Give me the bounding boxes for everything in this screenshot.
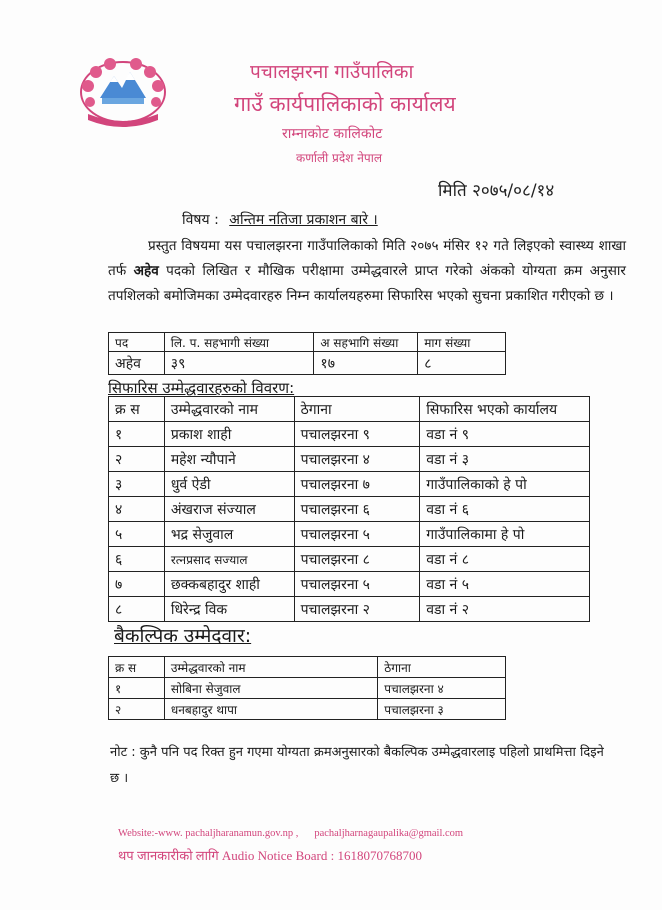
table-header-cell: क्र स <box>109 397 165 422</box>
table-cell: प्रकाश शाही <box>164 422 294 447</box>
table-row <box>109 547 590 572</box>
table-cell: वडा नं ५ <box>420 572 590 597</box>
table-header-row <box>109 657 506 678</box>
table-row <box>109 597 590 622</box>
table-header-cell: उम्मेद्धवारको नाम <box>164 397 294 422</box>
table-header-cell: ठेगाना <box>294 397 420 422</box>
table-row <box>109 472 590 497</box>
table-cell: पचालझरना ९ <box>294 422 420 447</box>
table-header-cell: माग संख्या <box>418 333 506 352</box>
footer-notice: थप जानकारीको लागि Audio Notice Board : 1618070768700 <box>118 848 422 863</box>
table-cell: पचालझरना ५ <box>294 572 420 597</box>
table-cell: गाउँपालिकाको हे पो <box>420 472 590 497</box>
table-cell: १७ <box>314 352 418 375</box>
table-cell: वडा नं ८ <box>420 547 590 572</box>
table-header-cell: सिफारिस भएको कार्यालय <box>420 397 590 422</box>
table-cell: वडा नं ३ <box>420 447 590 472</box>
table-cell: पचालझरना ६ <box>294 497 420 522</box>
subject-text: अन्तिम नतिजा प्रकाशन बारे । <box>229 212 378 228</box>
table-cell: ८ <box>109 597 165 622</box>
table-cell: रत्नप्रसाद सज्याल <box>164 547 294 572</box>
table-cell: महेश न्यौपाने <box>164 447 294 472</box>
table-cell: धुर्व ऐडी <box>164 472 294 497</box>
table-header-cell: अ सहभागि संख्या <box>314 333 418 352</box>
table-cell: ५ <box>109 522 165 547</box>
table-row <box>109 447 590 472</box>
table-cell: पचालझरना ७ <box>294 472 420 497</box>
table-cell: ३ <box>109 472 165 497</box>
table-cell: ८ <box>418 352 506 375</box>
table-header-row <box>109 333 506 352</box>
table-cell: भद्र सेजुवाल <box>164 522 294 547</box>
table-cell: छक्कबहादुर शाही <box>164 572 294 597</box>
table-cell: वडा नं ९ <box>420 422 590 447</box>
table-row <box>109 678 506 699</box>
table-row <box>109 497 590 522</box>
municipality-name: पचालझरना गाउँपालिका <box>250 61 414 83</box>
table-cell: २ <box>109 699 165 720</box>
footer-website: Website:-www. pachaljharanamun.gov.np , <box>118 828 299 839</box>
table-cell: पचालझरना ८ <box>294 547 420 572</box>
table-header-cell: लि. प. सहभागी संख्या <box>164 333 314 352</box>
table-cell: अंखराज संज्याल <box>164 497 294 522</box>
paragraph-before: प्रस्तुत विषयमा यस पचालझरना गाउँपालिकाको मिति २०७५ मंसिर १२ गते लिइएको स्वास्थ्य शाखा तर्फ <box>108 238 626 279</box>
table-row <box>109 352 506 375</box>
table-cell: पचालझरना ४ <box>378 678 506 699</box>
table-header-cell: ठेगाना <box>378 657 506 678</box>
table-cell: १ <box>109 422 165 447</box>
subject-label: विषय : <box>182 212 219 228</box>
table-cell: ३९ <box>164 352 314 375</box>
table-cell: सोबिना सेजुवाल <box>164 678 377 699</box>
table-cell: वडा नं ६ <box>420 497 590 522</box>
recommended-table <box>108 396 590 622</box>
table-row <box>109 699 506 720</box>
summary-table <box>108 332 506 375</box>
note-text: नोट : कुनै पनि पद रिक्त हुन गएमा योग्यता क्रमअनुसारको बैकल्पिक उम्मेद्धवारलाइ पहिलो प्राथमित्ता दिइने छ । <box>110 745 604 786</box>
table-header-cell: उम्मेद्धवारको नाम <box>164 657 377 678</box>
table-row <box>109 572 590 597</box>
alternate-table <box>108 656 506 720</box>
table-cell: २ <box>109 447 165 472</box>
address-line-1: राम्नाकोट कालिकोट <box>282 126 383 142</box>
table-row <box>109 422 590 447</box>
footer-contact <box>118 828 463 839</box>
table-row <box>109 522 590 547</box>
table-header-cell: पद <box>109 333 165 352</box>
footer-email: pachaljharnagaupalika@gmail.com <box>314 828 464 839</box>
table-header-row <box>109 397 590 422</box>
letter-date: मिति २०७५/०८/१४ <box>438 181 555 201</box>
table-cell: पचालझरना ४ <box>294 447 420 472</box>
alternate-section-title: बैकल्पिक उम्मेदवार: <box>114 625 252 647</box>
table-cell: पचालझरना ३ <box>378 699 506 720</box>
table-cell: पचालझरना २ <box>294 597 420 622</box>
table-cell: पचालझरना ५ <box>294 522 420 547</box>
table-cell: धिरेन्द्र विक <box>164 597 294 622</box>
subject-line <box>182 210 378 229</box>
table-header-cell: क्र स <box>109 657 165 678</box>
paragraph-after: पदको लिखित र मौखिक परीक्षामा उम्मेद्धवारले प्राप्त गरेको अंकको योग्यता क्रम अनुसार तपशिलको बमोजिमका उम्मेदवारहरु निम्न कार्यालयहरुमा सिफारिस भएको सुचना प्रकाशित गरीएको छ । <box>108 263 626 304</box>
office-name: गाउँ कार्यपालिकाको कार्यालय <box>234 92 456 116</box>
body-paragraph <box>108 234 626 309</box>
address-line-2: कर्णाली प्रदेश नेपाल <box>296 151 382 165</box>
table-cell: वडा नं २ <box>420 597 590 622</box>
municipality-emblem-icon <box>78 58 168 130</box>
table-cell: गाउँपालिकामा हे पो <box>420 522 590 547</box>
table-cell: अहेव <box>109 352 165 375</box>
table-cell: ४ <box>109 497 165 522</box>
table-cell: १ <box>109 678 165 699</box>
table-cell: ७ <box>109 572 165 597</box>
recommended-section-title: सिफारिस उम्मेद्धवारहरुको विवरण: <box>108 379 295 397</box>
paragraph-post: अहेव <box>133 263 159 279</box>
table-cell: धनबहादुर थापा <box>164 699 377 720</box>
table-cell: ६ <box>109 547 165 572</box>
